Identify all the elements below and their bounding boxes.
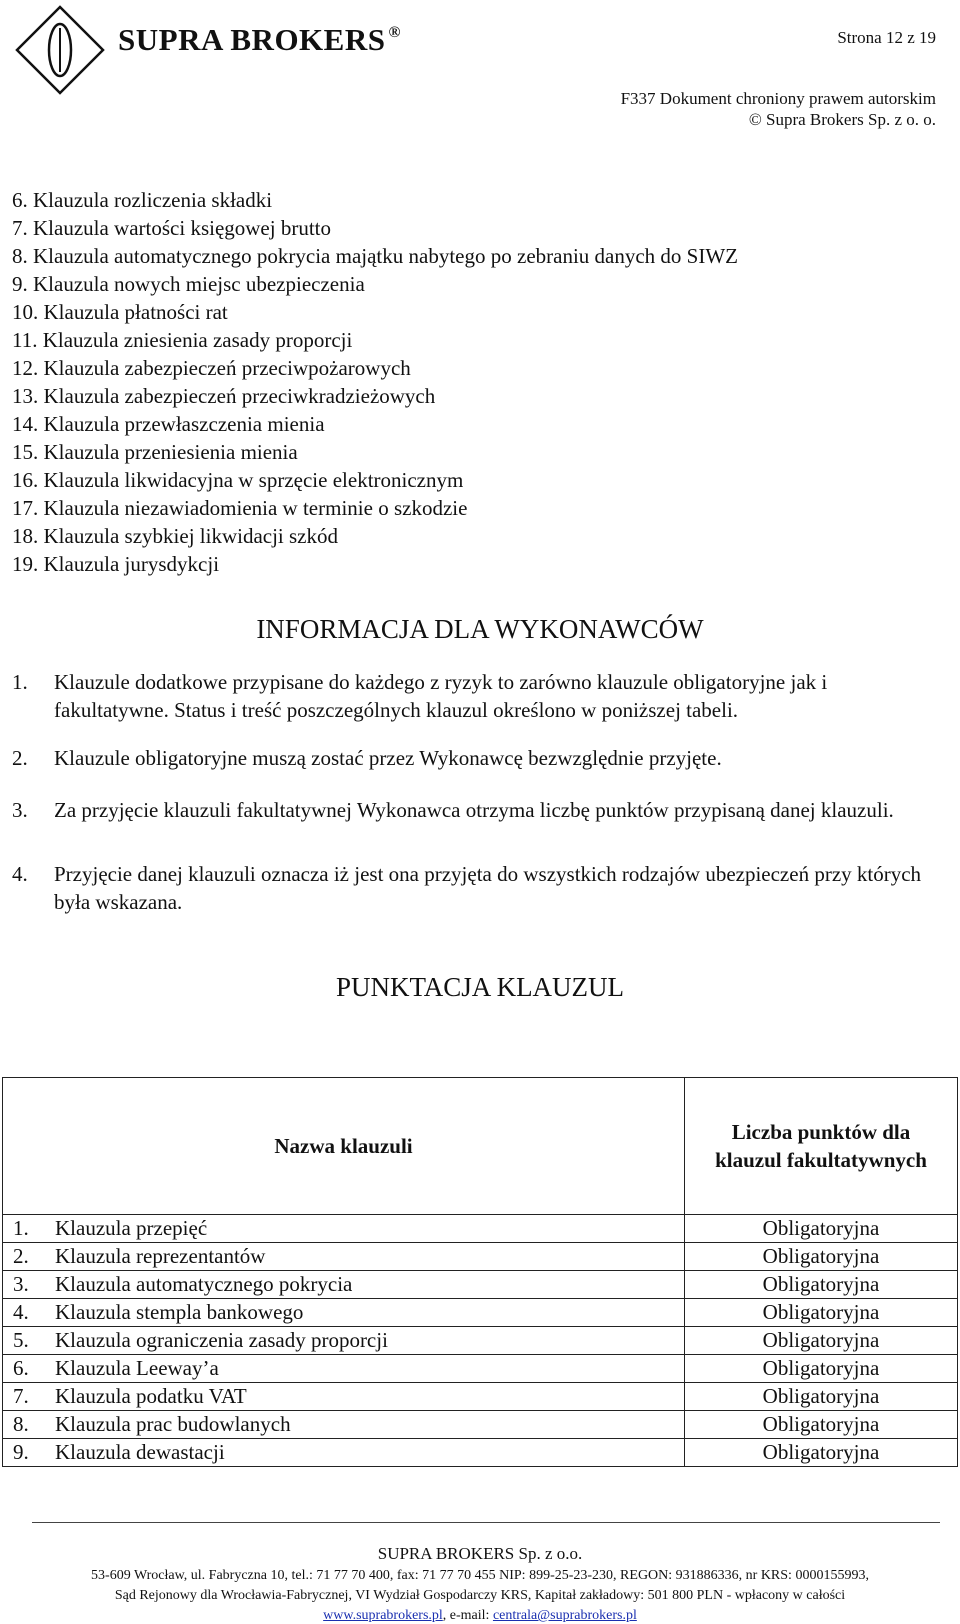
footer-court: Sąd Rejonowy dla Wrocławia-Fabrycznej, VI Wydział Gospodarczy KRS, Kapitał zakładowy: 501 800 PLN - wpłacony w całości <box>114 1588 846 1603</box>
clause-points-cell: Obligatoryjna <box>685 1439 958 1467</box>
list-item: 18. Klauzula szybkiej likwidacji szkód <box>12 524 339 548</box>
list-item: 6. Klauzula rozliczenia składki <box>12 188 273 212</box>
page-number: Strona 12 z 19 <box>837 28 936 47</box>
row-number: 5. <box>13 1328 29 1352</box>
clause-name: Klauzula dewastacji <box>55 1440 225 1464</box>
table-row <box>3 1215 958 1243</box>
clause-name: Klauzula podatku VAT <box>55 1384 247 1408</box>
clause-points-cell: Obligatoryjna <box>685 1327 958 1355</box>
clause-points-cell: Obligatoryjna <box>685 1215 958 1243</box>
brand-name: SUPRA BROKERS ® <box>118 22 401 57</box>
clause-name-cell <box>3 1215 685 1243</box>
column-header-name: Nazwa klauzuli <box>3 1078 685 1215</box>
registered-mark: ® <box>388 24 401 41</box>
supra-brokers-logo-icon <box>14 4 106 96</box>
list-item: 7. Klauzula wartości księgowej brutto <box>12 216 331 240</box>
clause-points-cell: Obligatoryjna <box>685 1383 958 1411</box>
clause-list <box>12 186 738 578</box>
clause-name-cell <box>3 1355 685 1383</box>
info-point-number: 1. <box>12 670 28 694</box>
info-point-text: Za przyjęcie klauzuli fakultatywnej Wykonawca otrzyma liczbę punktów przypisaną danej klauzuli. <box>54 798 894 822</box>
row-number: 8. <box>13 1412 29 1436</box>
row-number: 9. <box>13 1440 29 1464</box>
table-header-row <box>3 1078 958 1215</box>
info-point <box>12 668 937 724</box>
info-point <box>12 796 937 824</box>
table-row <box>3 1355 958 1383</box>
row-number: 6. <box>13 1356 29 1380</box>
table-row <box>3 1327 958 1355</box>
clause-name-cell <box>3 1327 685 1355</box>
table-row <box>3 1271 958 1299</box>
website-link[interactable]: www.suprabrokers.pl <box>323 1608 443 1623</box>
list-item: 8. Klauzula automatycznego pokrycia majątku nabytego po zebraniu danych do SIWZ <box>12 244 738 268</box>
row-number: 3. <box>13 1272 29 1296</box>
info-point-text: Klauzule obligatoryjne muszą zostać przez Wykonawcę bezwzględnie przyjęte. <box>54 746 722 770</box>
list-item: 9. Klauzula nowych miejsc ubezpieczenia <box>12 272 365 296</box>
clause-name-cell <box>3 1383 685 1411</box>
row-number: 4. <box>13 1300 29 1324</box>
clause-points-cell: Obligatoryjna <box>685 1411 958 1439</box>
footer-company: SUPRA BROKERS Sp. z o.o. <box>377 1544 583 1563</box>
list-item: 12. Klauzula zabezpieczeń przeciwpożarowych <box>12 356 411 380</box>
info-point-number: 4. <box>12 862 28 886</box>
table-row <box>3 1243 958 1271</box>
info-point-text: Przyjęcie danej klauzuli oznacza iż jest ona przyjęta do wszystkich rodzajów ubezpieczeń przy których była wskazana. <box>54 862 922 914</box>
document-protection-note: F337 Dokument chroniony prawem autorskim <box>620 89 936 108</box>
table-row <box>3 1383 958 1411</box>
footer-contact <box>0 1608 960 1624</box>
list-item: 14. Klauzula przewłaszczenia mienia <box>12 412 325 436</box>
table-row <box>3 1299 958 1327</box>
clause-scoring-table <box>2 1077 958 1467</box>
footer-address: 53-609 Wrocław, ul. Fabryczna 10, tel.: 71 77 70 400, fax: 71 77 70 455 NIP: 899-25-23-230, REGON: 931886336, nr KRS: 0000155993, <box>91 1568 869 1583</box>
clause-name: Klauzula reprezentantów <box>55 1244 266 1268</box>
info-point <box>12 860 937 916</box>
copyright-note: © Supra Brokers Sp. z o. o. <box>748 110 936 129</box>
email-prefix: , e-mail: <box>442 1608 493 1623</box>
clause-name-cell <box>3 1271 685 1299</box>
list-item: 17. Klauzula niezawiadomienia w terminie o szkodzie <box>12 496 468 520</box>
clause-name-cell <box>3 1243 685 1271</box>
clause-name-cell <box>3 1411 685 1439</box>
list-item: 13. Klauzula zabezpieczeń przeciwkradzieżowych <box>12 384 436 408</box>
row-number: 7. <box>13 1384 29 1408</box>
clause-name: Klauzula przepięć <box>55 1216 208 1240</box>
list-item: 19. Klauzula jurysdykcji <box>12 552 220 576</box>
clause-points-cell: Obligatoryjna <box>685 1355 958 1383</box>
footer-divider <box>32 1522 940 1523</box>
scoring-heading: PUNKTACJA KLAUZUL <box>335 972 625 1002</box>
table-row <box>3 1439 958 1467</box>
clause-name: Klauzula stempla bankowego <box>55 1300 304 1324</box>
info-point-number: 3. <box>12 798 28 822</box>
row-number: 1. <box>13 1216 29 1240</box>
row-number: 2. <box>13 1244 29 1268</box>
table-row <box>3 1411 958 1439</box>
clause-name-cell <box>3 1439 685 1467</box>
list-item: 10. Klauzula płatności rat <box>12 300 228 324</box>
clause-points-cell: Obligatoryjna <box>685 1299 958 1327</box>
clause-name: Klauzula ograniczenia zasady proporcji <box>55 1328 388 1352</box>
info-point <box>12 744 937 772</box>
email-link[interactable]: centrala@suprabrokers.pl <box>492 1608 637 1623</box>
list-item: 11. Klauzula zniesienia zasady proporcji <box>12 328 353 352</box>
info-heading: INFORMACJA DLA WYKONAWCÓW <box>256 614 704 644</box>
clause-name: Klauzula prac budowlanych <box>55 1412 291 1436</box>
clause-name: Klauzula Leeway’a <box>55 1356 219 1380</box>
clause-points-cell: Obligatoryjna <box>685 1271 958 1299</box>
clause-points-cell: Obligatoryjna <box>685 1243 958 1271</box>
clause-name-cell <box>3 1299 685 1327</box>
list-item: 16. Klauzula likwidacyjna w sprzęcie elektronicznym <box>12 468 464 492</box>
info-point-text: Klauzule dodatkowe przypisane do każdego z ryzyk to zarówno klauzule obligatoryjne jak i fakultatywne. Status i treść poszczególnych klauzul określono w poniższej tabeli. <box>54 670 828 722</box>
list-item: 15. Klauzula przeniesienia mienia <box>12 440 298 464</box>
clause-name: Klauzula automatycznego pokrycia <box>55 1272 353 1296</box>
info-point-number: 2. <box>12 746 28 770</box>
column-header-points: Liczba punktów dla klauzul fakultatywnych <box>685 1078 958 1215</box>
